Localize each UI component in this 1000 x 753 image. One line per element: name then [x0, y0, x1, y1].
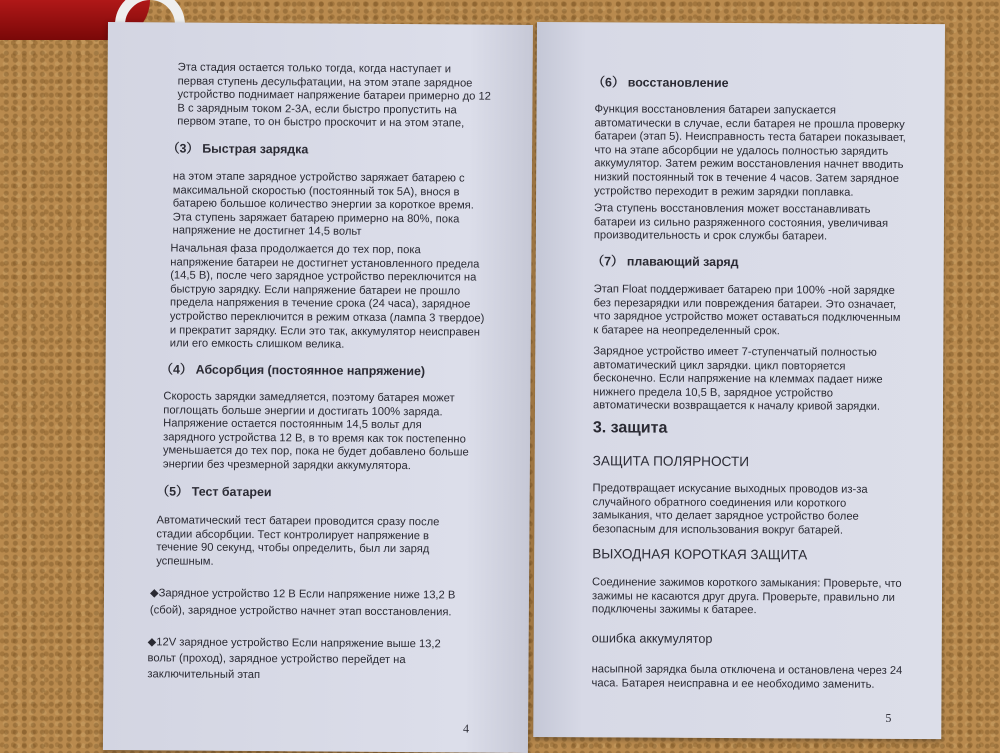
- battery-error-paragraph: насыпной зарядка была отключена и остановлена через 24 часа. Батарея неисправна и ее необходимо заменить.: [591, 663, 903, 691]
- section-4-paragraph: Скорость зарядки замедляется, поэтому батарея может поглощать больше энергии и достигать 100% заряда. Напряжение остается постоянным 14,5 вольт для зарядного устройства 12 В, в то время как ток постепенно уменьшается до тех пор, пока не будет добавлено больше энергии без чрезмерной зарядки аккумулятора.: [162, 390, 469, 473]
- section-4-heading: （4） Абсорбция (постоянное напряжение): [160, 362, 426, 379]
- section-5-paragraph: Автоматический тест батареи проводится сразу после стадии абсорбции. Тест контролирует напряжение в течение 90 секунд, чтобы определить, был ли заряд успешным.: [156, 514, 440, 568]
- polarity-paragraph: Предотвращает искусание выходных проводов из-за случайного обратного соединения или короткого замыкания, что делает зарядное устройство более безопасным для использования вокруг батарей.: [592, 482, 868, 537]
- page-number-right: 5: [885, 710, 892, 725]
- bullet-fail: ◆Зарядное устройство 12 В Если напряжение ниже 13,2 В (сбой), зарядное устройство начнет этап восстановления.: [149, 587, 456, 619]
- section-6-paragraph-2: Эта ступень восстановления может восстанавливать батареи из сильно разряженного состояния, увеличивая производительность и срок службы батареи.: [593, 202, 889, 243]
- right-page: [533, 22, 945, 739]
- short-circuit-heading: ВЫХОДНАЯ КОРОТКАЯ ЗАЩИТА: [592, 546, 808, 563]
- section-3-paragraph-2: Начальная фаза продолжается до тех пор, пока напряжение батареи не достигнет установленного предела (14,5 В), после чего зарядное устройство переключится на быструю зарядку. Если напряжение батареи не прошло предела напряжения в течение срока (24 часа), зарядное устройство переключится в режим отказа (лампа 3 твердое) и прекратит зарядку. Если это так, аккумулятор неисправен или его емкость слишком велика.: [169, 242, 485, 351]
- bullet-pass: ◆12V зарядное устройство Если напряжение выше 13,2 вольт (проход), зарядное устройство перейдет на заключительный этап: [147, 636, 441, 682]
- protection-heading: 3. защита: [592, 419, 668, 437]
- left-page: [103, 22, 533, 753]
- section-7-paragraph-1: Этап Float поддерживает батарею при 100% -ной зарядке без перезарядки или повреждения батареи. Это означает, что зарядное устройство может оставаться подключенным к батарее на неопределенный срок.: [593, 283, 901, 338]
- short-circuit-paragraph: Соединение зажимов короткого замыкания: Проверьте, что зажимы не касаются друг друга. Проверьте, правильно ли подключены зажимы к батарее.: [591, 576, 902, 617]
- section-3-heading: （3） Быстрая зарядка: [167, 141, 309, 157]
- section-7-heading: （7） плавающий заряд: [591, 254, 739, 270]
- section-6-paragraph-1: Функция восстановления батареи запускается автоматически в случае, если батарея не прошла проверку батареи (этап 5). Неисправность теста батареи показывает, что на этапе абсорбции не удалось полностью зарядить аккумулятор. Затем режим восстановления начнет вводить низкий постоянный ток в течение 4 часов. Затем зарядное устройство переходит в режим зарядки поплавка.: [594, 103, 906, 199]
- section-3-paragraph-1: на этом этапе зарядное устройство заряжает батарею с максимальной скоростью (постоянный ток 5А), внося в батарею большое количество энергии за короткое время. Эта ступень заряжает батарею примерно на 80%, пока напряжение не достигнет 14,5 вольт: [172, 170, 474, 239]
- section-7-paragraph-2: Зарядное устройство имеет 7-ступенчатый полностью автоматический цикл зарядки. цикл повторяется бесконечно. Если напряжение на клеммах падает ниже нижнего предела 10,5 В, зарядное устройство автоматически возвращается к началу кривой зарядки.: [592, 345, 883, 414]
- battery-error-heading: ошибка аккумулятор: [591, 631, 713, 646]
- page-number-left: 4: [463, 721, 470, 736]
- section-5-heading: （5） Тест батареи: [156, 484, 272, 500]
- intro-paragraph: Эта стадия остается только тогда, когда наступает и первая ступень десульфатации, на этом этапе зарядное устройство поднимает напряжение батареи примерно до 12 В с зарядным током 2-3А, если быстро пропустить на первом этапе, то он быстро проскочит и на этом этапе,: [177, 61, 491, 130]
- section-6-heading: （6） восстановление: [592, 75, 729, 91]
- polarity-heading: ЗАЩИТА ПОЛЯРНОСТИ: [592, 453, 750, 470]
